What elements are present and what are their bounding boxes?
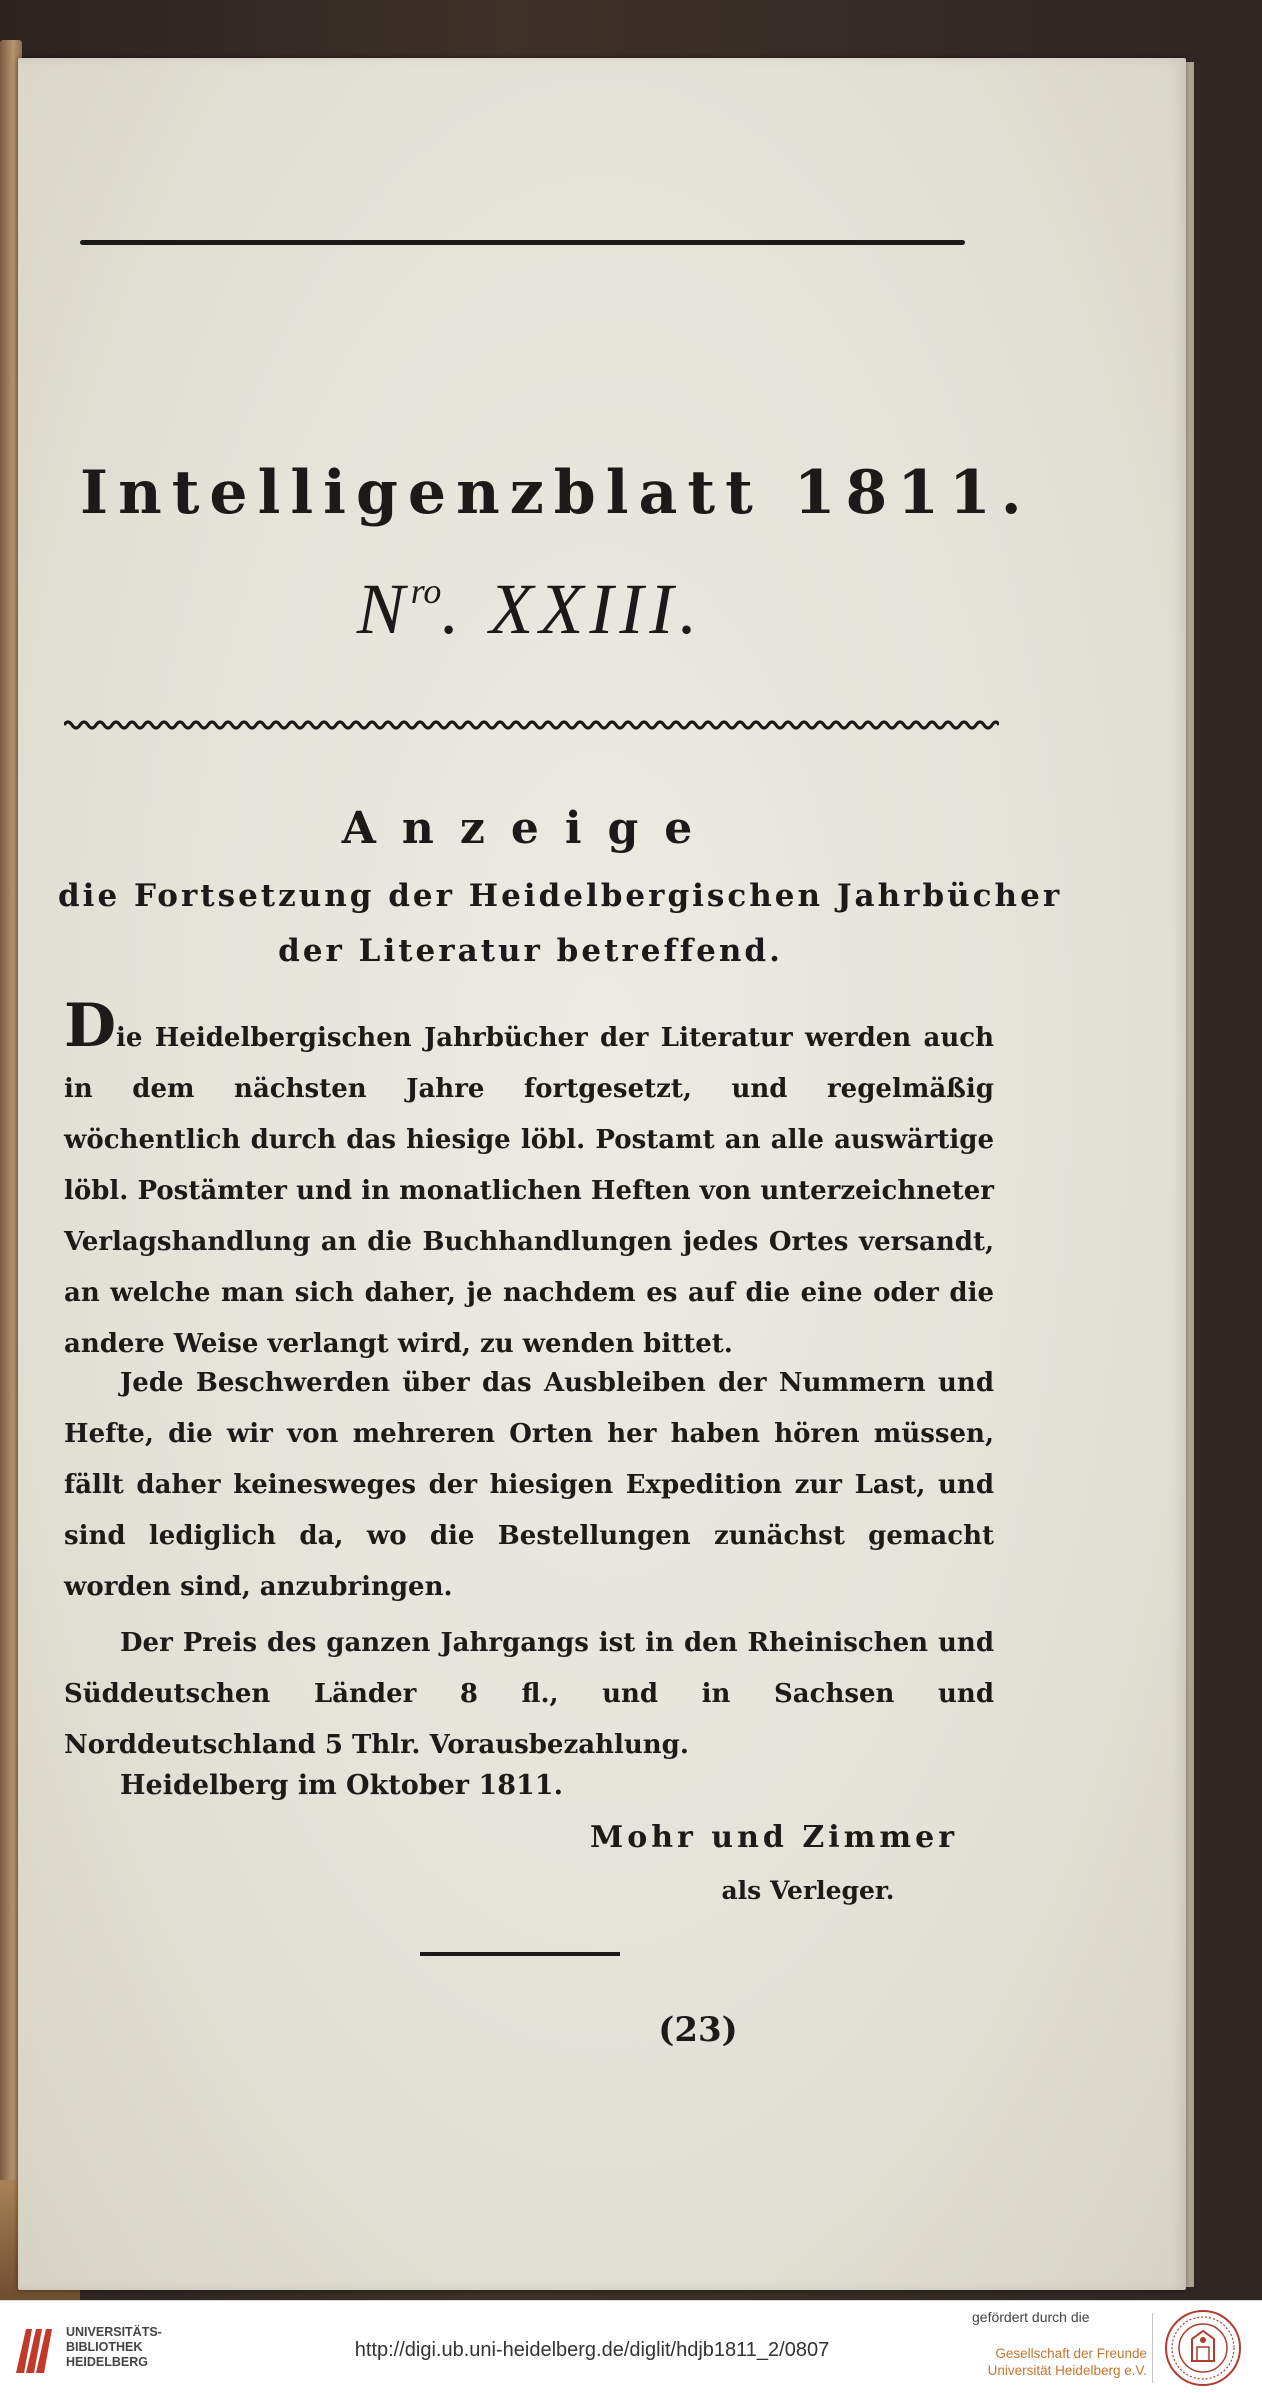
announcement-subheading-line-2: der Literatur betreffend. (278, 933, 783, 969)
university-library-logo-icon[interactable] (12, 2323, 58, 2379)
page-title: Intelligenzblatt 1811. (80, 458, 1032, 528)
paragraph-3: Der Preis des ganzen Jahrgangs ist in den Rheinischen und Süddeutschen Länder 8 fl., und in Sachsen und Norddeutschland 5 Thlr. Vorausbezahlung. (64, 1628, 994, 1760)
sponsor-name[interactable] (972, 2345, 1147, 2379)
footer-divider (1152, 2313, 1153, 2383)
issue-roman-numeral: . XXIII. (441, 569, 704, 649)
paragraph-2: Jede Beschwerden über das Ausbleiben der Nummern und Hefte, die wir von mehreren Orten her haben hören müssen, fällt daher keinesweges der hiesigen Expedition zur Last, und sind lediglich da, wo die Bestellungen zunächst gemacht worden sind, anzubringen. (64, 1368, 994, 1602)
issue-superscript: ro (410, 571, 442, 611)
scanned-page (18, 58, 1186, 2290)
sponsor-label: gefördert durch die (972, 2309, 1090, 2325)
publisher-role: als Verleger. (721, 1876, 895, 1905)
issue-number (80, 568, 980, 651)
announcement-subheading-line-1: die Fortsetzung der Heidelbergischen Jahrbücher (58, 878, 1063, 914)
library-name-line-1: UNIVERSITÄTS- (66, 2325, 162, 2339)
library-name-line-3: HEIDELBERG (66, 2355, 148, 2369)
issue-prefix: N (356, 569, 411, 649)
dateline: Heidelberg im Oktober 1811. (120, 1770, 563, 1801)
university-seal-icon[interactable] (1164, 2309, 1242, 2387)
paragraph-1: Die Heidelbergischen Jahrbücher der Literatur werden auch in dem nächsten Jahre fortgesetzt, und regelmäßig wöchentlich durch das hiesige löbl. Postamt an alle auswärtige löbl. Postämter und in monatlichen Heften von unterzeichneter Verlagshandlung an die Buchhandlungen jedes Ortes versandt, an welche man sich daher, je nachdem es auf die eine oder die andere Weise verlangt wird, zu wenden bittet. (64, 991, 994, 1359)
bottom-rule (420, 1952, 620, 1956)
announcement-heading: Anzeige (341, 803, 719, 854)
viewer-footer (0, 2300, 1262, 2393)
publisher-name: Mohr und Zimmer (590, 1820, 958, 1855)
page-number: (23) (658, 2010, 738, 2050)
library-name-line-2: BIBLIOTHEK (66, 2340, 143, 2354)
library-name[interactable] (66, 2325, 186, 2370)
sponsor-name-line-1: Gesellschaft der Freunde (995, 2346, 1147, 2361)
permalink[interactable]: http://digi.ub.uni-heidelberg.de/diglit/hdjb1811_2/0807 (354, 2339, 830, 2361)
sponsor-name-line-2: Universität Heidelberg e.V. (987, 2363, 1147, 2378)
ornamental-divider (64, 718, 999, 732)
top-rule (80, 240, 965, 245)
